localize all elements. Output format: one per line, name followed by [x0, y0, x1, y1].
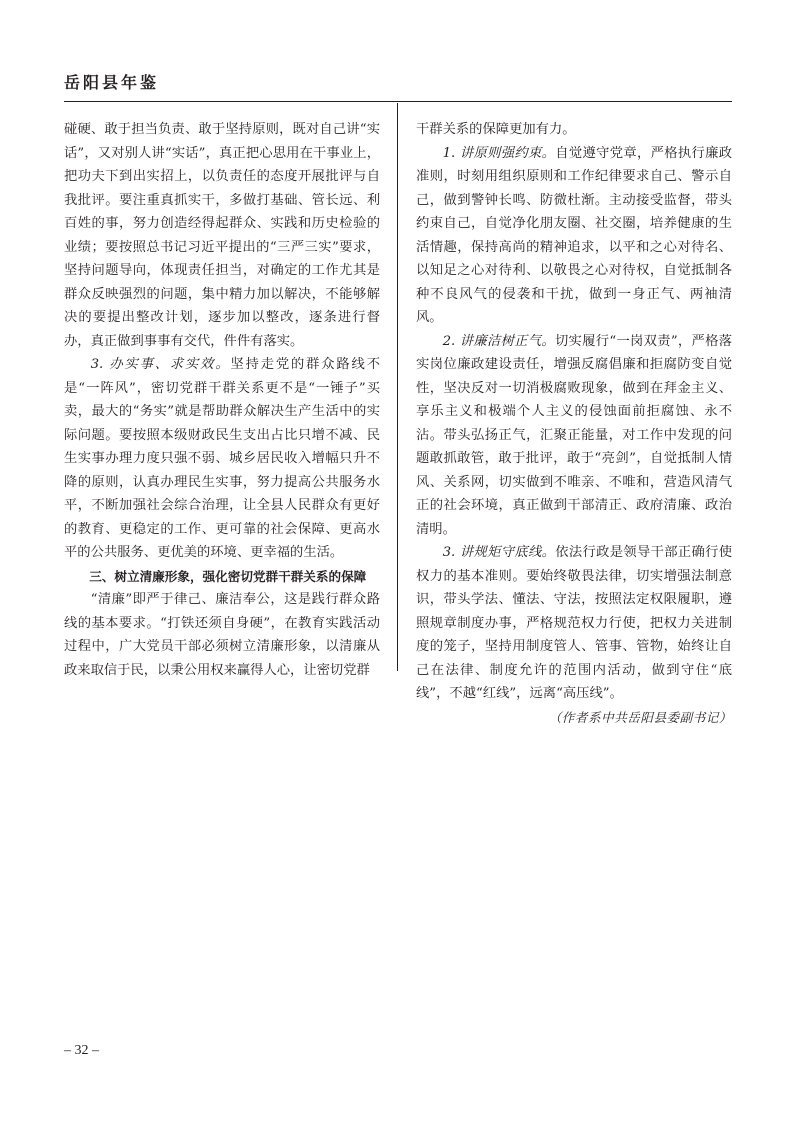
paragraph-continued-right: 干群关系的保障更加有力。: [416, 122, 576, 137]
paragraph-continued: 碰硬、敢于担当负责、敢于坚持原则，既对自己讲“实话”，又对别人讲“实话”，真正把心思用在干事业上，把功夫下到出实招上，以负责任的态度开展批评与自我批评。要注重真抓实干，多做打基础、管长远、利百姓的事，努力创造经得起群众、实践和历史检验的业绩；要按照总书记习近平提出的“三严三实”要求，坚持问题导向，体现责任担当，对确定的工作尤其是群众反映强烈的问题，集中精力加以解决，不能够解决的要提出整改计划，逐步加以整改，逐条进行督办，真正做到事事有交代，件件有落实。: [64, 122, 380, 349]
item-3-right-body: 依法行政是领导干部正确行使权力的基本准则。要始终敬畏法律，切实增强法制意识，带头学法、懂法、守法，按照法定权限履职，遵照规章制度办事，严格规范权力行使，把权力关进制度的笼子，坚持用制度管人、管事、管物，始终让自己在法律、制度允许的范围内活动，做到守住“底线”，不越“红线”，远离“高压线”。: [416, 545, 733, 701]
item-2-body: 切实履行“一岗双责”，严格落实岗位廉政建设责任，增强反腐倡廉和拒腐防变自觉性，坚决反对一切消极腐败现象，做到在拜金主义、享乐主义和极端个人主义的侵蚀面前拒腐蚀、永不沾。带头弘扬正气，汇聚正能量，对工作中发现的问题敢抓敢管，敢于批评，敢于“亮剑”，自觉抵制人情风、关系网，切实做到不唯亲、不唯和，营造风清气正的社会环境，真正做到干部清正、政府清廉、政治清明。: [416, 333, 732, 537]
item-1-paragraph: [416, 142, 732, 330]
item-3-body: 坚持走党的群众路线不是“一阵风”，密切党群干群关系更不是“一锤子”买卖，最大的“务实”就是帮助群众解决生产生活中的实际问题。要按照本级财政民生支出占比只增不减、民生实事办理力度只强不弱、城乡居民收入增幅只升不降的原则，认真办理民生实事，努力提高公共服务水平，不断加强社会综合治理，让全县人民群众有更好的教育、更稳定的工作、更可靠的社会保障、更高水平的公共服务、更优美的环境、更幸福的生活。: [64, 357, 380, 560]
yearbook-title: 岳阳县年鉴: [64, 73, 160, 92]
section-heading: 三、树立清廉形象，强化密切党群干群关系的保障: [89, 568, 367, 584]
author-byline: （作者系中共岳阳县委副书记）: [548, 709, 732, 725]
item-3-right-title: 3. 讲规矩守底线。: [442, 545, 556, 560]
item-2-paragraph: [416, 330, 732, 542]
item-1-title: 1. 讲原则强约束。: [442, 145, 556, 161]
item-3-right-paragraph: [416, 541, 732, 706]
page-number: – 32 –: [64, 1043, 99, 1058]
column-divider: [397, 103, 398, 671]
right-column: [416, 118, 732, 729]
item-1-body: 自觉遵守党章，严格执行廉政准则，时刻用组织原则和工作纪律要求自己、警示自己，做到警钟长鸣、防微杜渐。主动接受监督，带头约束自己，自觉净化朋友圈、社交圈，培养健康的生活情趣，保持高尚的精神追求，以平和之心对待名、以知足之心对待利、以敬畏之心对待权，自觉抵制各种不良风气的侵袭和干扰，做到一身正气、两袖清风。: [416, 145, 733, 325]
item-3-title: 3. 办实事、求实效。: [90, 357, 231, 372]
left-column: [64, 118, 380, 682]
item-3-paragraph: [64, 353, 380, 565]
qinglian-paragraph: “清廉”即严于律己、廉洁奉公，这是践行群众路线的基本要求。“打铁还须自身硬”，在教育实践活动过程中，广大党员干部必须树立清廉形象，以清廉从政来取信于民，以秉公用权来赢得人心，让密切党群: [64, 592, 380, 678]
header-rule: [64, 101, 732, 102]
item-2-title: 2. 讲廉洁树正气。: [442, 333, 555, 349]
